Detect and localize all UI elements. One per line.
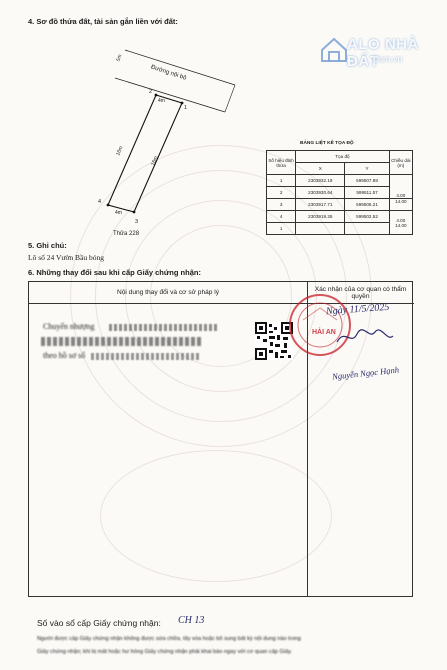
stamp-date: Ngày 11/5/2025 bbox=[325, 301, 390, 318]
corner-label-4: 4 bbox=[98, 199, 102, 205]
entry-line-3-label: theo hồ sơ số bbox=[43, 351, 86, 360]
dim-top: 4m bbox=[158, 98, 165, 104]
coord-y: 599511.57 bbox=[345, 187, 389, 199]
signature-mark bbox=[335, 326, 395, 348]
coord-x: 2303919.26 bbox=[296, 211, 345, 223]
edge-length: 14.00 bbox=[389, 199, 412, 211]
coord-y: 599507.88 bbox=[345, 175, 389, 187]
corner-label-2: 2 bbox=[149, 89, 153, 95]
road-edge-bottom bbox=[115, 78, 225, 112]
entry-line-1-obscured bbox=[109, 324, 219, 331]
section4-heading: 4. Sơ đồ thửa đất, tài sản gắn liền với đất: bbox=[28, 17, 178, 26]
corner-dot-4 bbox=[107, 204, 110, 207]
dim-bottom: 4m bbox=[115, 210, 122, 216]
point-id: 1 bbox=[267, 223, 296, 235]
corner-label-1: 1 bbox=[184, 105, 188, 111]
col-content-header: Nội dung thay đổi và cơ sở pháp lý bbox=[29, 282, 307, 304]
corner-dot-3 bbox=[133, 211, 136, 214]
point-id: 1 bbox=[267, 175, 296, 187]
edge-length-pair bbox=[389, 211, 412, 235]
entry-line-1-label: Chuyển nhượng bbox=[43, 322, 95, 331]
entry-line-3 bbox=[43, 351, 85, 360]
coord-y bbox=[345, 223, 389, 235]
point-id: 3 bbox=[267, 199, 296, 211]
stamp-place: HẢI AN bbox=[312, 329, 336, 336]
col-x-header: X bbox=[296, 163, 345, 175]
entry-line-2-obscured bbox=[41, 337, 201, 346]
official-stamp bbox=[285, 290, 355, 360]
section6-heading: 6. Những thay đổi sau khi cấp Giấy chứng nhận: bbox=[28, 268, 201, 277]
edge-length: 4.00 bbox=[389, 175, 412, 199]
corner-dot-1 bbox=[181, 102, 184, 105]
coord-table bbox=[266, 150, 413, 235]
table-row bbox=[267, 199, 413, 211]
footer-note-line-1: Người được cấp Giấy chứng nhận không được sửa chữa, tẩy xóa hoặc bổ sung bất kỳ nội dung nào trong bbox=[37, 636, 301, 642]
col-y-header: Y bbox=[345, 163, 389, 175]
footer-note-line-2: Giấy chứng nhận; khi bị mất hoặc hư hỏng Giấy chứng nhận phải khai báo ngay với cơ quan cấp Giấy. bbox=[37, 649, 293, 655]
edge-length: 4.00 bbox=[396, 217, 406, 223]
table-row bbox=[267, 175, 413, 187]
corner-label-3: 3 bbox=[135, 219, 139, 225]
registry-label: Số vào sổ cấp Giấy chứng nhận: bbox=[37, 618, 161, 628]
point-id: 2 bbox=[267, 187, 296, 199]
registry-value: CH 13 bbox=[178, 615, 205, 626]
parcel-label: Thửa 228 bbox=[113, 231, 140, 237]
dim-road: 5m bbox=[115, 53, 124, 63]
dim-right: 16m bbox=[150, 155, 160, 167]
col-coord-header: Tọa độ bbox=[296, 151, 389, 163]
coord-x: 2303932.19 bbox=[296, 175, 345, 187]
logo-sub-text: .com.vn bbox=[371, 54, 403, 64]
logo-main-text: ALO NHÀ ĐẤT bbox=[347, 36, 419, 70]
dim-left: 16m bbox=[115, 145, 125, 157]
site-watermark-logo bbox=[319, 30, 439, 70]
coord-table-title: BẢNG LIỆT KÊ TỌA ĐỘ bbox=[300, 141, 354, 146]
road-label: Đường nội bộ bbox=[149, 64, 188, 82]
section5-heading: 5. Ghi chú: bbox=[28, 241, 67, 250]
corner-dot-2 bbox=[155, 94, 158, 97]
table-row bbox=[267, 211, 413, 223]
coord-x: 2303930.64 bbox=[296, 187, 345, 199]
signer-name: Nguyễn Ngọc Hạnh bbox=[331, 364, 400, 382]
entry-line-1 bbox=[43, 322, 94, 331]
point-id: 4 bbox=[267, 211, 296, 223]
col-point-header: Số hiệu đỉnh thửa bbox=[267, 151, 296, 175]
house-icon bbox=[319, 34, 349, 64]
col-confirm-header: Xác nhận của cơ quan có thẩm quyền bbox=[307, 282, 414, 304]
road-end-line bbox=[225, 85, 235, 112]
edge-length: 14.00 bbox=[395, 222, 407, 228]
coord-x: 2303917.71 bbox=[296, 199, 345, 211]
entry-line-3-obscured bbox=[91, 353, 201, 360]
coord-y: 599502.52 bbox=[345, 211, 389, 223]
section5-note: Lô số 24 Vườn Bầu bóng bbox=[28, 253, 105, 262]
col-length-header: Chiều dài (m) bbox=[389, 151, 412, 175]
coord-x bbox=[296, 223, 345, 235]
coord-y: 599506.21 bbox=[345, 199, 389, 211]
